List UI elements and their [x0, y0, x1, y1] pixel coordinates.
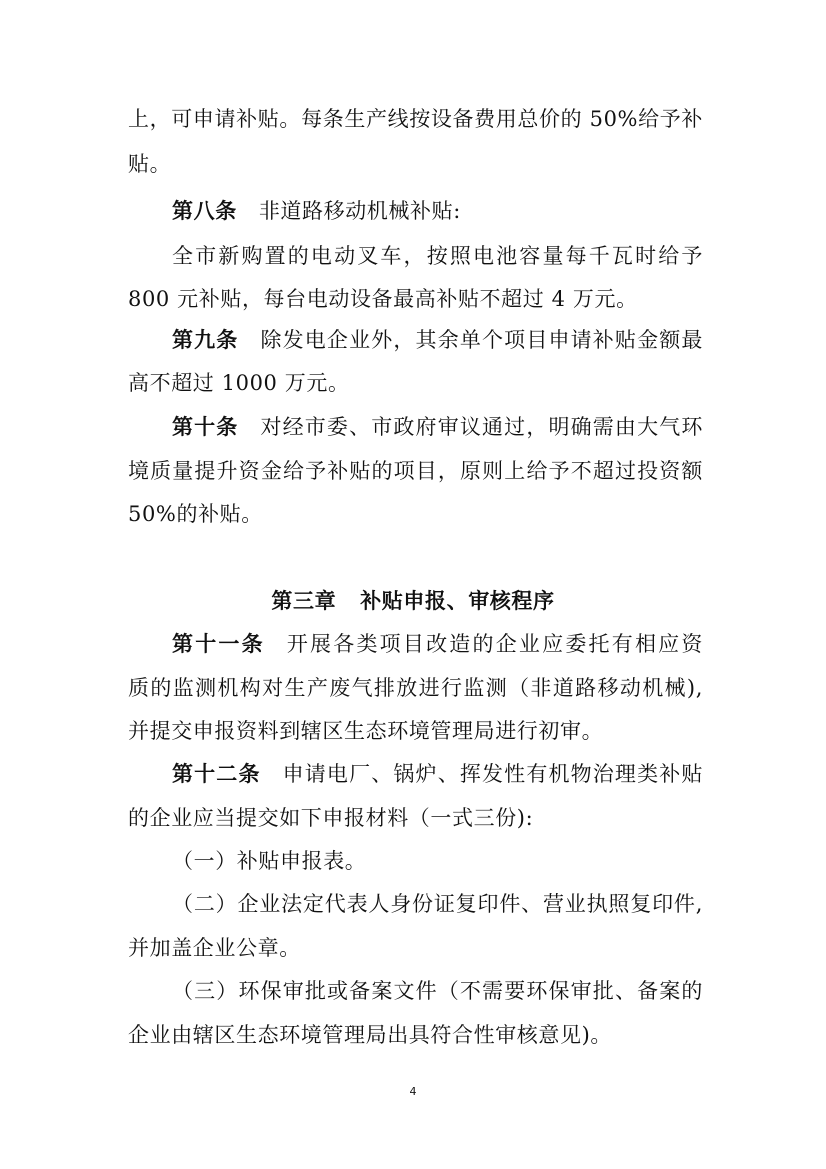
paragraph-line: 800 元补贴，每台电动设备最高补贴不超过 4 万元。 [128, 287, 638, 311]
article-number: 第八条 [172, 199, 237, 223]
list-item: （三）环保审批或备案文件（不需要环保审批、备案的 [172, 979, 703, 1003]
article-number: 第十条 [172, 415, 239, 439]
paragraph-line: 企业由辖区生态环境管理局出具符合性审核意见)。 [128, 1023, 612, 1047]
article-text: 非道路移动机械补贴: [258, 199, 461, 223]
article-text: 除发电企业外，其余单个项目申请补贴金额最 [260, 328, 703, 352]
article-11 [172, 630, 703, 658]
paragraph-line: 并提交申报资料到辖区生态环境管理局进行初审。 [128, 719, 604, 743]
article-text: 申请电厂、锅炉、挥发性有机物治理类补贴 [282, 762, 703, 786]
article-number: 第九条 [172, 328, 239, 352]
paragraph-line: 并加盖企业公章。 [128, 936, 301, 960]
article-number: 第十一条 [172, 632, 265, 656]
paragraph-line: 全市新购置的电动叉车，按照电池容量每千瓦时给予 [172, 244, 703, 268]
paragraph-line: 高不超过 1000 万元。 [128, 371, 350, 395]
article-text: 开展各类项目改造的企业应委托有相应资 [286, 632, 703, 656]
article-text: 对经市委、市政府审议通过，明确需由大气环 [260, 415, 703, 439]
paragraph-line: 的企业应当提交如下申报材料（一式三份): [128, 806, 534, 830]
paragraph-line: 50%的补贴。 [128, 502, 263, 526]
paragraph-line: 贴。 [128, 152, 172, 176]
article-10 [172, 413, 703, 441]
article-9 [172, 326, 703, 354]
paragraph-line: 质的监测机构对生产废气排放进行监测（非道路移动机械), [128, 676, 703, 700]
chapter-title: 补贴申报、审核程序 [360, 589, 555, 613]
article-12 [172, 760, 703, 788]
chapter-number: 第三章 [271, 589, 337, 613]
list-item: （一）补贴申报表。 [172, 849, 367, 873]
article-8 [172, 197, 703, 225]
page-number: 4 [409, 1085, 417, 1098]
paragraph-line: 境质量提升资金给予补贴的项目，原则上给予不超过投资额 [128, 459, 703, 483]
chapter-heading [0, 587, 826, 615]
paragraph-line: 上，可申请补贴。每条生产线按设备费用总价的 50%给予补 [128, 107, 703, 131]
list-item: （二）企业法定代表人身份证复印件、营业执照复印件, [172, 892, 703, 916]
article-number: 第十二条 [172, 762, 261, 786]
